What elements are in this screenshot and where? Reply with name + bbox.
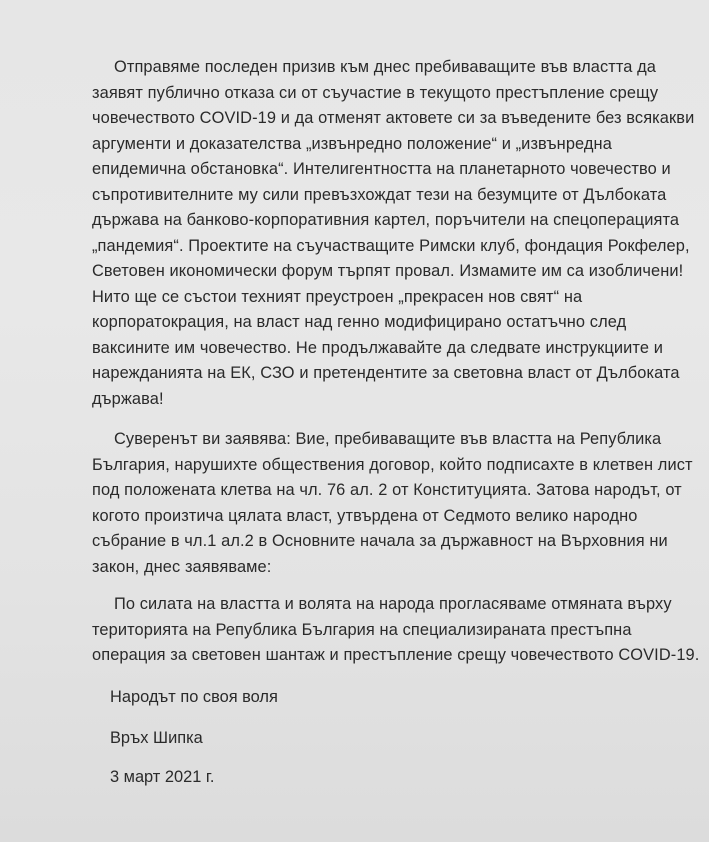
paragraph-appeal (92, 55, 695, 412)
text-line: държава! (92, 389, 164, 408)
text-line: когото произтича цялата власт, утвърдена от Седмото велико народно (92, 506, 638, 525)
text-line: нарежданията на ЕК, СЗО и претендентите за световна власт от Дълбоката (92, 364, 680, 382)
text-line: под положената клетва на чл. 76 ал. 2 от Конституцията. Затова народът, от (92, 481, 682, 499)
text-line: Нито ще се състои техният преустроен „прекрасен нов свят“ на (92, 287, 583, 306)
paragraph-proclamation (92, 592, 700, 669)
text-line: операция за световен шантаж и престъпление срещу човечеството COVID-19. (92, 646, 700, 664)
text-line: територията на Република България на специализираната престъпна (92, 620, 632, 639)
signature-line: Народът по своя воля (110, 688, 278, 706)
text-line: закон, днес заявяваме: (92, 557, 272, 576)
text-line: човечеството COVID-19 и да отменят актовете си за въведените без всякакви (92, 109, 695, 127)
text-line: съпротивителните му сили превъзхождат тези на безумците от Дълбоката (92, 185, 667, 204)
text-line: корпоратокрация, на власт над генно модифицирано остатъчно след (92, 313, 627, 331)
paragraph-sovereign-statement (92, 427, 695, 580)
text-line: Отправяме последен призив към днес пребиваващите във властта да (114, 58, 657, 76)
text-line: България, нарушихте обществения договор, който подписахте в клетвен лист (92, 455, 693, 474)
text-line: аргументи и доказателства „извънредно положение“ и „извънредна (92, 134, 612, 153)
signature-place: Връх Шипка (110, 729, 203, 747)
text-line: По силата на властта и волята на народа прогласяваме отмяната върху (114, 595, 672, 613)
text-line: ваксините им човечество. Не продължавайте да следвате инструкциите и (92, 338, 663, 357)
text-line: Световен икономически форум търпят провал. Измамите им са изобличени! (92, 262, 684, 280)
text-line: държава на банково-корпоративния картел, поръчители на спецоперацията (92, 211, 680, 229)
text-line: епидемична обстановка“. Интелигентността на планетарното човечество и (92, 160, 671, 178)
text-line: заявят публично отказа си от съучастие в текущото престъпление срещу (92, 83, 659, 102)
signature-date: 3 март 2021 г. (110, 768, 215, 786)
text-line: „пандемия“. Проектите на съучастващите Римски клуб, фондация Рокфелер, (92, 236, 690, 255)
text-line: събрание в чл.1 ал.2 в Основните начала за държавност на Върховния ни (92, 532, 668, 550)
text-line: Суверенът ви заявява: Вие, пребиваващите във властта на Република (114, 430, 662, 448)
